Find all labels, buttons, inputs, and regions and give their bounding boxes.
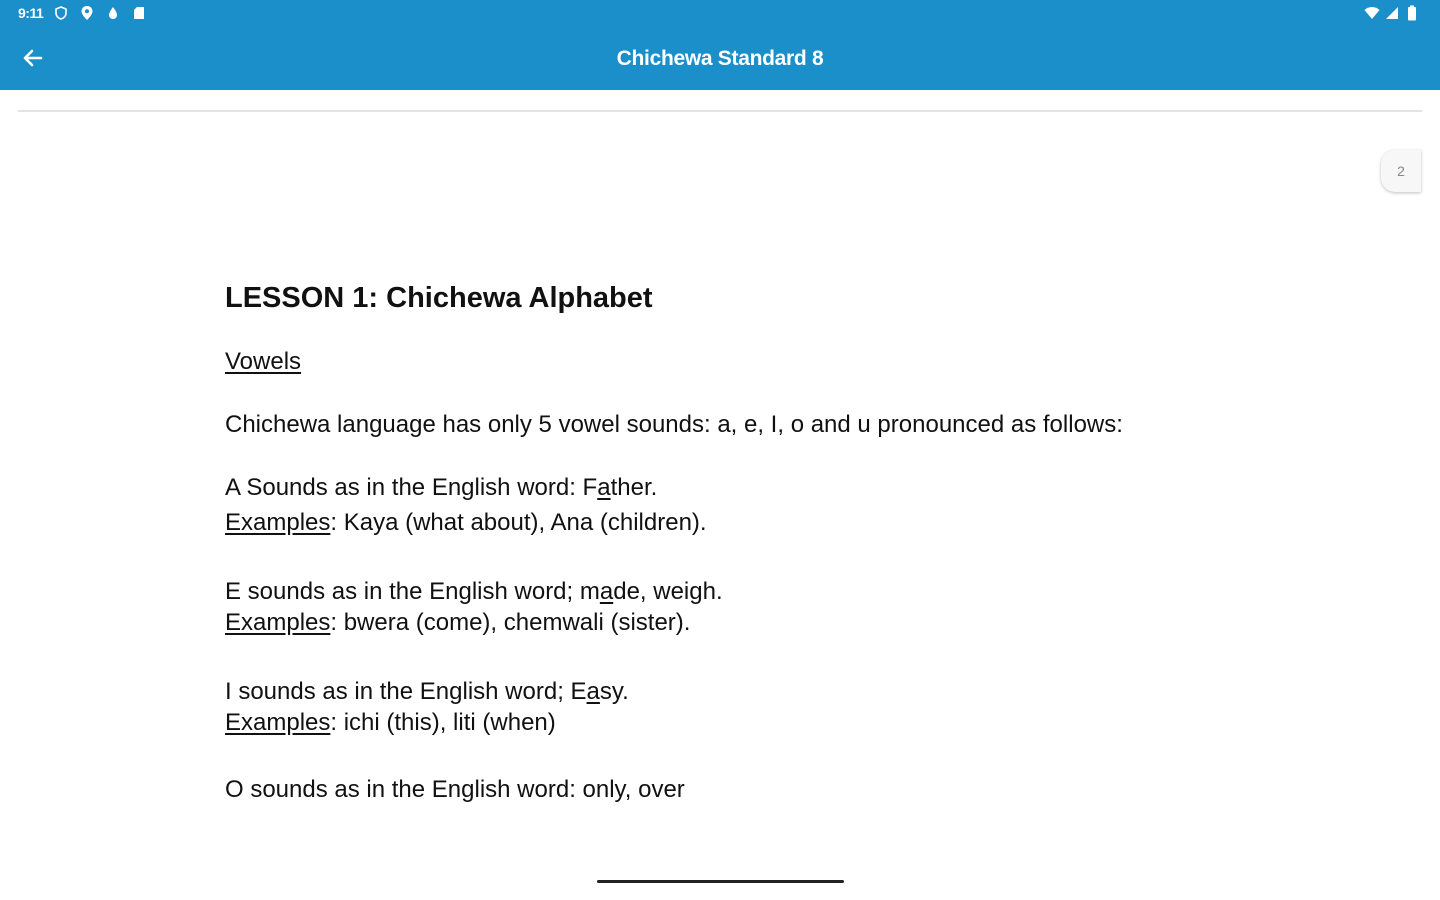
vowel-i-block	[225, 676, 1225, 738]
vowel-description: E sounds as in the English word; made, weigh.	[225, 578, 723, 605]
status-time: 9:11	[18, 5, 44, 21]
toolbar	[0, 30, 1440, 90]
vowel-o-block	[225, 774, 1225, 805]
page-number-badge[interactable]: 2	[1381, 150, 1421, 192]
vowel-examples: Examples: ichi (this), liti (when)	[225, 709, 556, 736]
app-bar	[0, 0, 1440, 90]
section-heading: Vowels	[225, 348, 302, 375]
vpn-shield-icon	[53, 5, 69, 21]
vowel-e-block	[225, 576, 1225, 638]
vowel-examples: Examples: Kaya (what about), Ana (children).	[225, 509, 707, 536]
toolbar-title: Chichewa Standard 8	[616, 47, 824, 70]
intro-paragraph: Chichewa language has only 5 vowel sounds: a, e, I, o and u pronounced as follows:	[225, 411, 1123, 438]
examples-label: Examples	[225, 609, 331, 636]
home-indicator[interactable]	[597, 880, 844, 883]
vowel-description: A Sounds as in the English word: Father.	[225, 474, 658, 501]
status-bar-left	[18, 5, 147, 21]
battery-icon	[1404, 5, 1420, 21]
signal-icon	[1384, 5, 1400, 21]
document-page	[225, 280, 1225, 830]
sd-card-icon	[131, 5, 147, 21]
vowel-examples: Examples: bwera (come), chemwali (sister).	[225, 609, 691, 636]
content-divider	[18, 110, 1422, 112]
lesson-title: LESSON 1: Chichewa Alphabet	[225, 282, 653, 314]
location-icon	[79, 5, 95, 21]
vowel-description: O sounds as in the English word: only, over	[225, 776, 685, 803]
vowel-description: I sounds as in the English word; Easy.	[225, 678, 629, 705]
status-bar-right	[1364, 5, 1420, 21]
wifi-icon	[1364, 5, 1380, 21]
status-bar	[0, 0, 1440, 28]
vowel-a-block	[225, 472, 1225, 538]
examples-label: Examples	[225, 709, 331, 736]
drop-icon	[105, 5, 121, 21]
examples-label: Examples	[225, 509, 331, 536]
